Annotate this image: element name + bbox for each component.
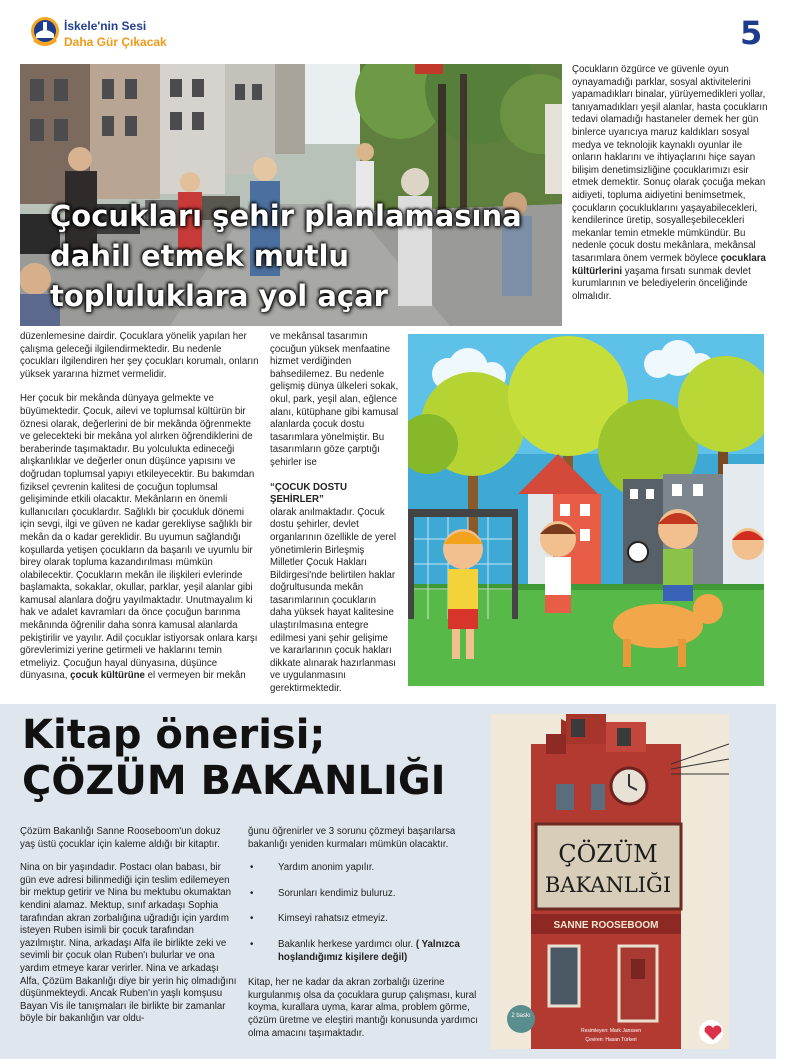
rule-list-item: • Yardım anonim yapılır. xyxy=(248,862,478,875)
rule-list-item: • Sorunları kendimiz buluruz. xyxy=(248,888,478,901)
headline-line: topluluklara yol açar xyxy=(50,279,388,313)
headline-line: Çocukları şehir planlamasına xyxy=(50,199,522,233)
cover-title-line: BAKANLIĞI xyxy=(544,873,672,897)
cover-credit: Resimleyen: Mark Janssen xyxy=(580,1028,642,1034)
paragraph: Çözüm Bakanlığı Sanne Rooseboom'un dokuz yaş üstü çocuklar için kaleme aldığı bir kitaptır. xyxy=(20,826,221,850)
paragraph: ğunu öğrenirler ve 3 sorunu çözmeyi başarılarsa bakanlığı yeniden kurmaları mümkün olacaktır. xyxy=(248,826,456,850)
child-friendly-cities-heading: “ÇOCUK DOSTU ŞEHİRLER” xyxy=(270,481,347,506)
magazine-title: İskele'nin Sesi xyxy=(64,19,147,33)
book-column-right xyxy=(248,826,478,1051)
rule-list-item: • Kimseyi rahatsız etmeyiz. xyxy=(248,913,478,926)
logo-icon xyxy=(30,16,60,50)
magazine-subtitle: Daha Gür Çıkacak xyxy=(64,35,167,49)
paragraph: Nina on bir yaşındadır. Postacı olan babası, bir gün eve adresi bilinmediği için teslim edilemeyen bir mektup getirir ve Nina bu mektubu okumaktan kendini alamaz. Mektup, sınıf arkadaşı Sophia tarafından akran zorbalığına uğradığı için yardım isteyen Ruben isimli bir çocuk tarafından yazılmıştır. Nina, arkadaşı Alfa ile birlikte zeki ve sevimli bir çocuk olan Ruben'ı bulurlar ve ona yardım etmeye karar verirler. Nina ve arkadaşı Alfa, Çözüm Bakanlığı diye bir yerin hiç olmadığını düşünmekteydi. Ancak Ruben'ın yaşlı komşusu Bayan Vis ile tanışmaları ile birlikte bir zamanlar böyle bir bakanlığın var oldu- xyxy=(20,862,237,1025)
cover-credit: Çeviren: Hasan Türkeri xyxy=(585,1037,637,1043)
paragraph: Çocukların özgürce ve güvenle oyun oynayamadığı parklar, sosyal aktivitelerini yapamadıkları binalar, yürüyemedikleri yollar, tanıyamadıkları yeşil alanlar, hasta çocukların tedavi olamadığı hastaneler demek her gün binlerce uyarıcıya maruz kaldıkları sosyal medya ve teknolojik kaynaklı oyunlar ile onların haklarını ve ihtiyaçlarını hiçe sayan bilişim denetimsizliğine çocuklarımızı esir etmek demektir. Sonuç olarak çocuğa mekan aidiyeti, topluma aidiyetini benimsetmek, çocukların çocukluklarını yaşayabilecekleri, kendilerince üretip, sosyalleşebilecekleri mekanlar temin etmekle mümkündür. Bu nedenle çocuk dostu mekânlara, mekânsal tasarımlara önem vermek böylece çocuklara kültürlerini yaşama fırsatı sunmak devlet kurumlarının ve belediyelerin önceliğinde olmalıdır. xyxy=(572,64,768,302)
article-column-right-top xyxy=(572,64,768,315)
cover-edition-badge: 2 baskı xyxy=(511,1013,531,1019)
book-section-title: Kitap önerisi; xyxy=(22,712,326,758)
cover-title-line: ÇÖZÜM xyxy=(558,840,658,868)
paragraph: Kitap, her ne kadar da akran zorbalığı üzerine kurgulanmış olsa da çocuklara gurup çalışması, kural koyma, kurallara uyma, karar alma, problem görme, çözüm üretme ve eleştiri mantığı konusunda yardımcı olma amacını taşımaktadır. xyxy=(248,977,478,1039)
rule-list-item: • Bakanlık herkese yardımcı olur. ( Yalnızca hoşlandığımız kişilere değil) xyxy=(248,939,478,964)
book-cover-image xyxy=(491,714,729,1049)
book-column-left xyxy=(20,826,238,1037)
paragraph: ve mekânsal tasarımın çocuğun yüksek menfaatine hizmet verdiğinden bahsedilemez. Bu nedenle gelişmiş dünya ülkeleri sokak, okul, park, yeşil alan, eğlence alanı, kütüphane gibi kamusal alanlarda çocuk dostu tasarımlara yönelmiştir. Bu tasarımların göze çarptığı şehirler ise xyxy=(270,331,399,468)
article-column-middle xyxy=(270,331,400,708)
headline-line: dahil etmek mutlu xyxy=(50,239,350,273)
children-playing-illustration xyxy=(408,334,764,686)
paragraph: Her çocuk bir mekânda dünyaya gelmekte ve büyümektedir. Çocuk, ailevi ve toplumsal kültürün bir öznesi olarak, değerlerini de bir mekânda öğrenmekte ve gelecekteki bir mekâna yol alırken öğrendiklerini de beraberinde taşımaktadır. Bu yolculukta edineceği alışkanlıklar ve değerler onun düşünce yapısını ve doğrudan toplumsal yapıyı etkileyecektir. Bu bakımdan fiziksel çevrenin kalitesi de çocuğun toplumsal gelişiminde etkili olacaktır. Mekânların en önemli kullanıcıları çocuklardır. Sağlıklı bir çocukluk dönemi için sevgi, ilgi ve güven ne kadar gerekliyse sağlıklı bir mekân da o kadar gereklidir. Bu uyumun sağlandığı koşullarda yetişen çocukların da başarılı ve uyumlu bir birey olarak topluma kazandırılması mümkün olabilecektir. Çocukların mekân ile ilişkileri evlerinde başlamakta, sokaklar, okullar, parklar, yeşil alanlar gibi kamusal alanlara doğru yayılmaktadır. Unutmayalım ki hak ve adalet kavramları da önce çocuğun barınma mekânında öğrenilir daha sonra kamusal alanlarda pekiştirilir ve yayılır. Adil çocuklar istiyorsak onlara karşı görevlerimizi yerine getirmeli ve haklarını temin etmeliyiz. Çocuğun hayal dünyasına, düşünce dünyasına, çocuk kültürüne el vermeyen bir mekân xyxy=(20,393,258,682)
paragraph: olarak anılmaktadır. Çocuk dostu şehirler, devlet organlarının özellikle de yerel yönetimlerin Birleşmiş Milletler Çocuk Hakları Bildirgesi'nde belirtilen haklar doğrultusunda mekân tasarımlarının çocukların daha yüksek hayat kalitesine ulaştırılmasına entegre edilmesi yani şehir gelişime ve kararlarının çocuk hakları dikkate alınarak hazırlanması ve uygulanmasını gerektirmektedir. xyxy=(270,506,397,695)
article-column-left xyxy=(20,331,260,695)
article-headline xyxy=(50,196,550,316)
paragraph: düzenlemesine dairdir. Çocuklara yönelik yapılan her çalışma geleceği ilgilendirmektedir. Bu nedenle çocukları ilgilendiren her şey çocukları korumalı, onların yüksek yararına hizmet vermelidir. xyxy=(20,331,259,380)
book-title: ÇÖZÜM BAKANLIĞI xyxy=(22,758,446,804)
hero-photo xyxy=(20,64,562,326)
cover-author: SANNE ROOSEBOOM xyxy=(553,920,659,931)
page-number: 5 xyxy=(740,14,763,52)
